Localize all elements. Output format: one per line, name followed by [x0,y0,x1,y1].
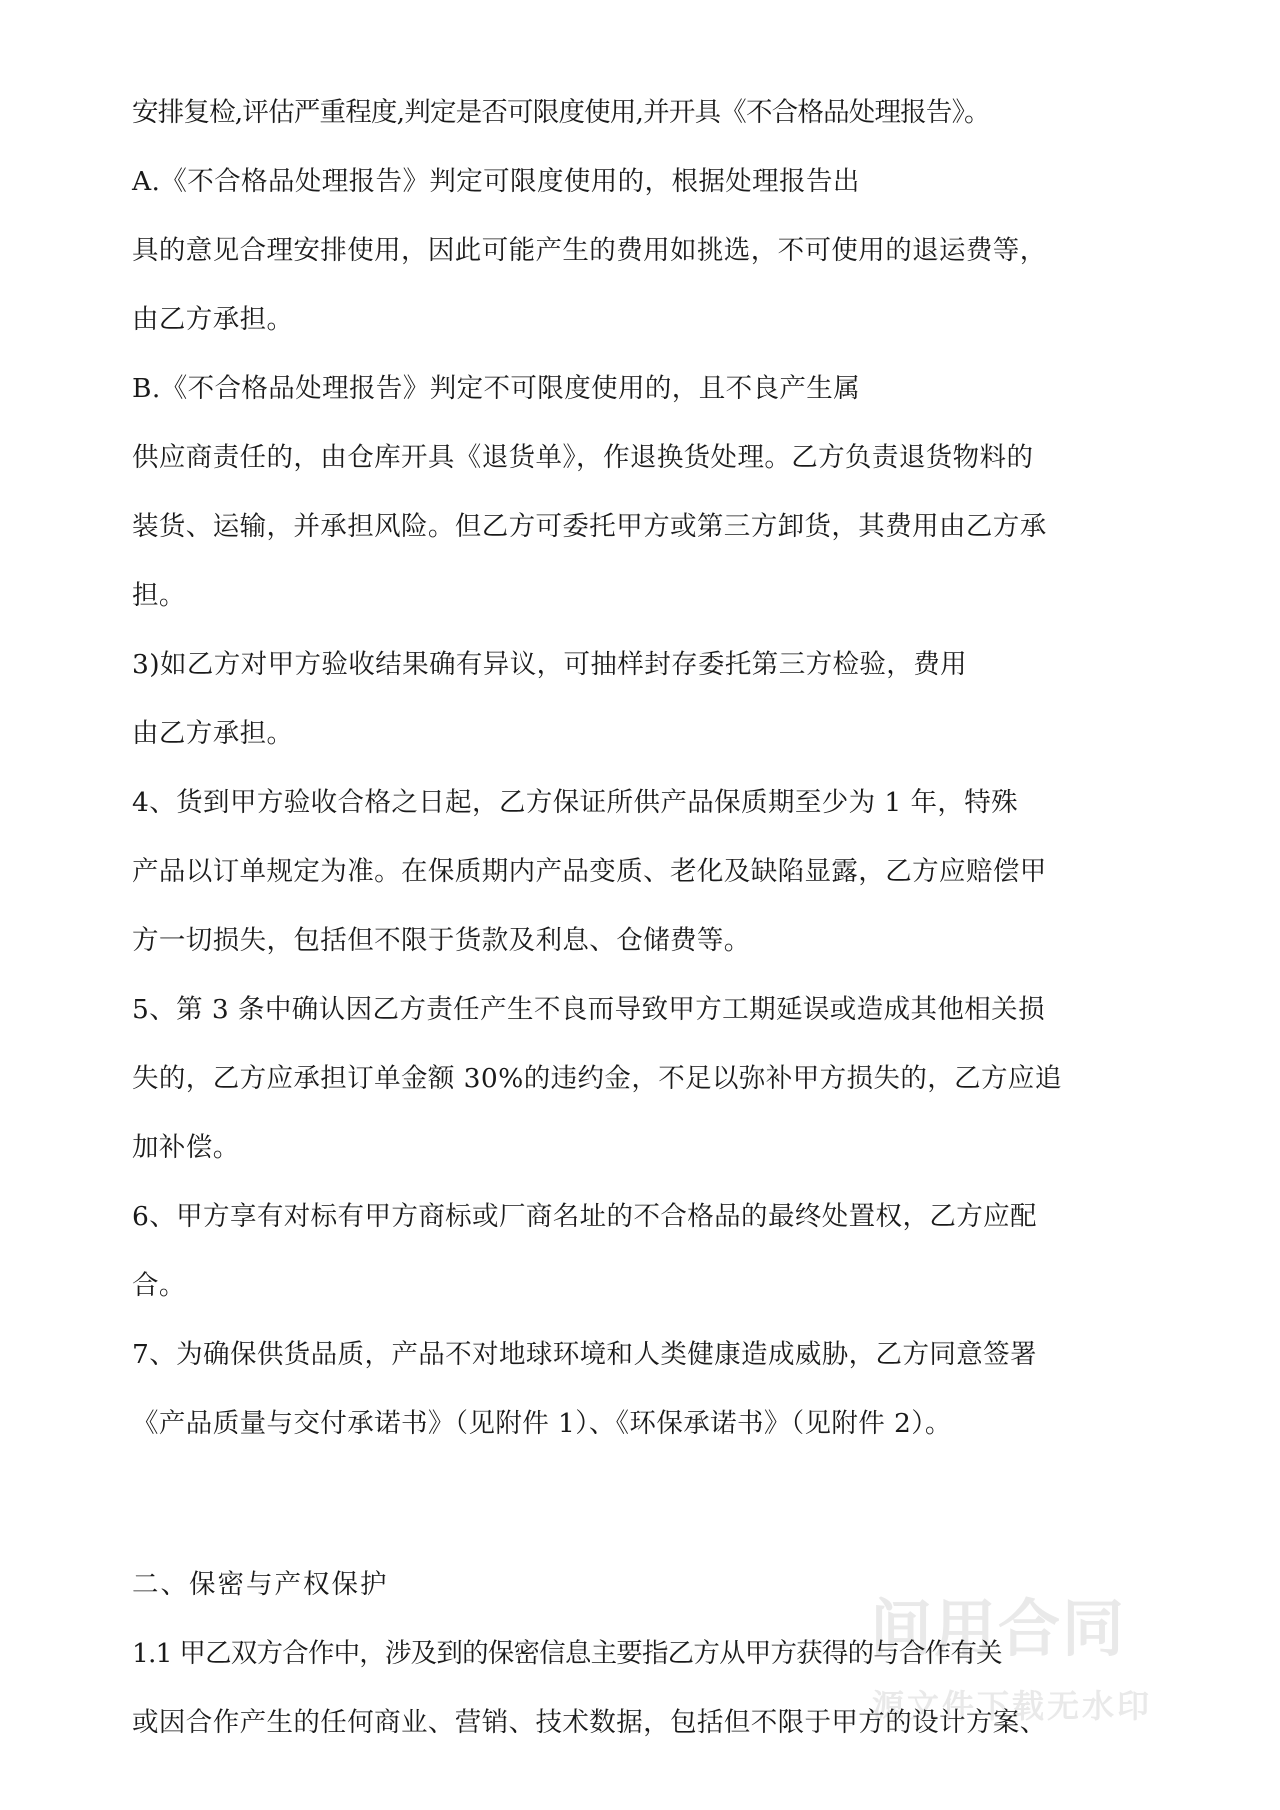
contract-line-20: 《产品质量与交付承诺书》（见附件 1）、《环保承诺书》（见附件 2）。 [132,1408,952,1439]
contract-line-1: 安排复检,评估严重程度,判定是否可限度使用,并开具《不合格品处理报告》。 [132,97,990,128]
section-gap [132,1458,1152,1550]
contract-line-3: 具的意见合理安排使用，因此可能产生的费用如挑选，不可使用的退运费等， [132,235,1047,266]
contract-line-12: 产品以订单规定为准。在保质期内产品变质、老化及缺陷显露，乙方应赔偿甲 [132,856,1047,887]
contract-line-16: 加补偿。 [132,1132,240,1163]
contract-line-7: 装货、运输，并承担风险。但乙方可委托甲方或第三方卸货，其费用由乙方承 [132,511,1047,542]
contract-line-6: 供应商责任的，由仓库开具《退货单》，作退换货处理。乙方负责退货物料的 [132,442,1034,473]
contract-line-13: 方一切损失，包括但不限于货款及利息、仓储费等。 [132,925,751,956]
watermark-main-text: 间用合同 [870,1592,1127,1665]
contract-line-8: 担。 [132,580,186,611]
contract-line-22: 1.1 甲乙双方合作中，涉及到的保密信息主要指乙方从甲方获得的与合作有关 [132,1638,1002,1669]
contract-line-19: 7、为确保供货品质，产品不对地球环境和人类健康造成威胁，乙方同意签署 [132,1339,1037,1370]
contract-line-11: 4、货到甲方验收合格之日起，乙方保证所供产品保质期至少为 1 年，特殊 [132,787,1019,818]
watermark-sub-text: 源文件下载无水印 [872,1687,1153,1725]
contract-line-2: A.《不合格品处理报告》判定可限度使用的，根据处理报告出 [132,166,860,197]
contract-line-9: 3)如乙方对甲方验收结果确有异议，可抽样封存委托第三方检验，费用 [132,649,967,680]
section-heading-confidentiality: 二、保密与产权保护 [132,1569,389,1600]
contract-line-15: 失的，乙方应承担订单金额 30%的违约金，不足以弥补甲方损失的，乙方应追 [132,1063,1062,1094]
contract-line-14: 5、第 3 条中确认因乙方责任产生不良而导致甲方工期延误或造成其他相关损 [132,994,1045,1025]
contract-line-23: 或因合作产生的任何商业、营销、技术数据，包括但不限于甲方的设计方案、 [132,1707,1047,1738]
contract-line-5: B.《不合格品处理报告》判定不可限度使用的，且不良产生属 [132,373,861,404]
document-text-body [132,78,1152,1757]
contract-line-4: 由乙方承担。 [132,304,294,335]
contract-line-18: 合。 [132,1270,186,1301]
contract-line-17: 6、甲方享有对标有甲方商标或厂商名址的不合格品的最终处置权，乙方应配 [132,1201,1037,1232]
contract-line-10: 由乙方承担。 [132,718,294,749]
